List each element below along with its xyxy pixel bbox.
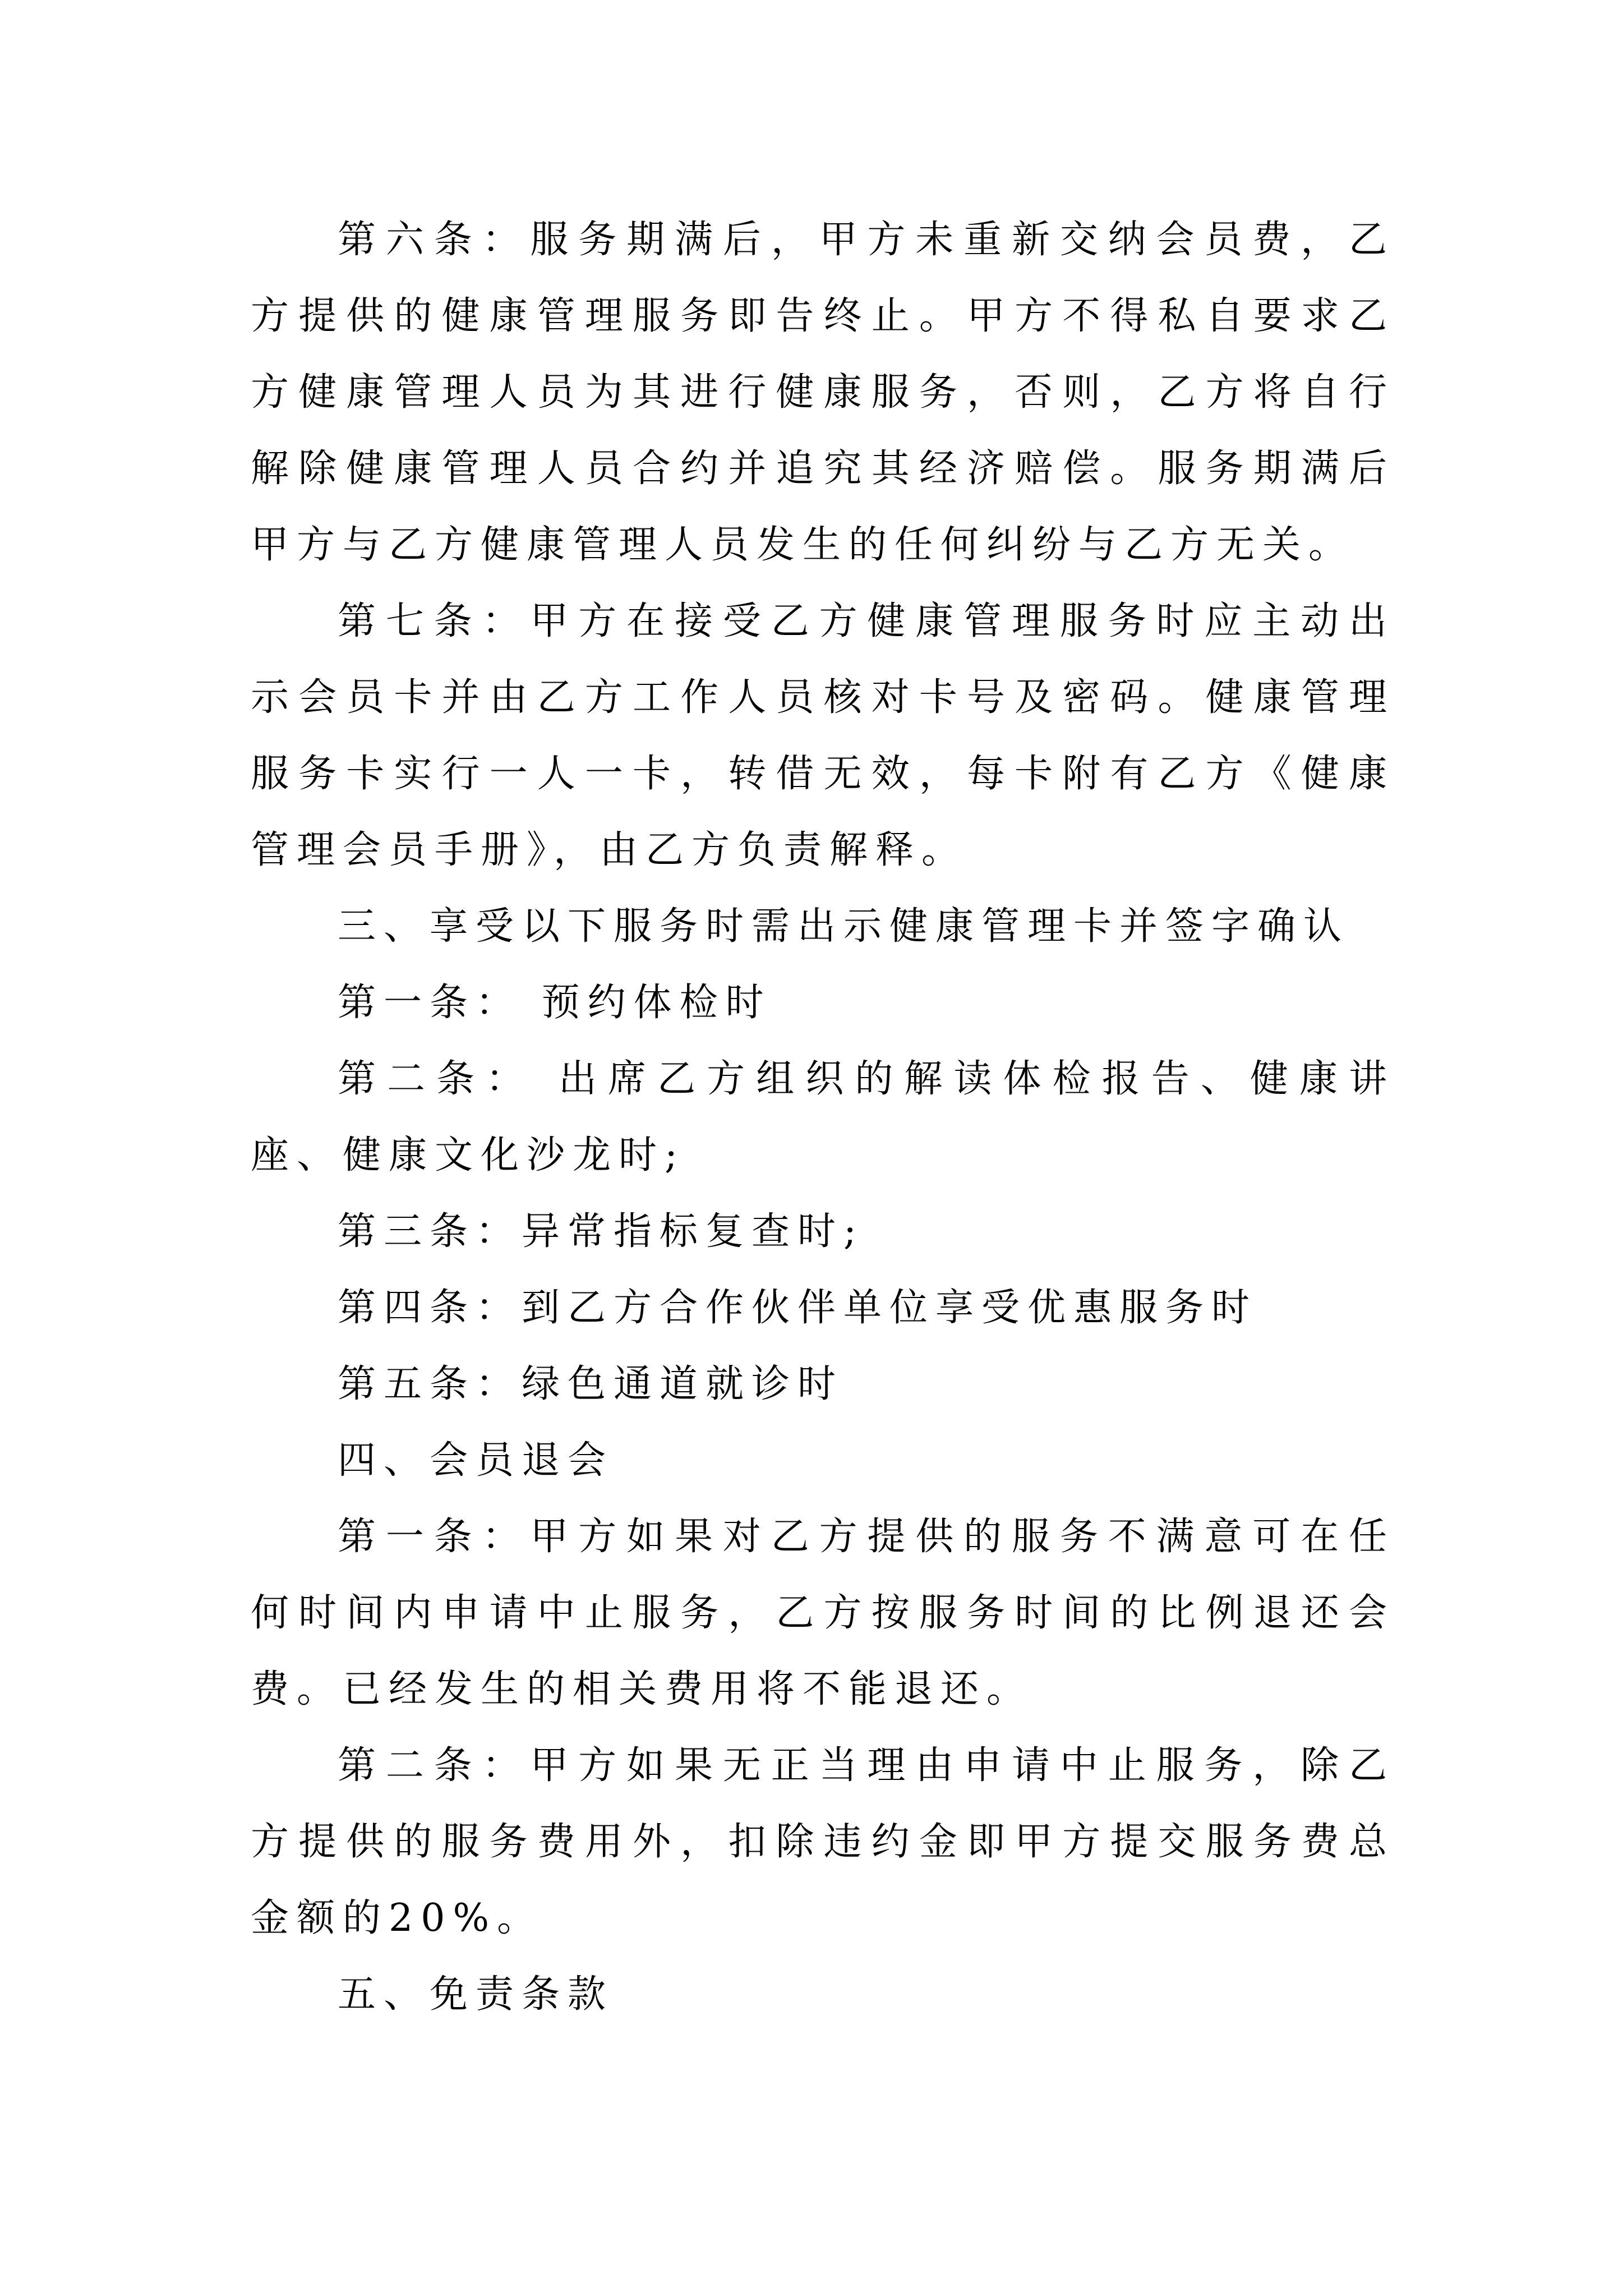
- paragraph-withdraw-2: 第二条：甲方如果无正当理由申请中止服务，除乙方提供的服务费用外，扣除违约金即甲方提交服务费总金额的20%。: [251, 1743, 1395, 1940]
- paragraph-item-3: 第三条：异常指标复查时;: [338, 1209, 864, 1254]
- section-heading-3: 三、享受以下服务时需出示健康管理卡并签字确认: [338, 904, 1350, 949]
- section-heading-5: 五、免责条款: [338, 1972, 614, 2017]
- document-body: [251, 202, 1395, 2033]
- paragraph-article-6: 第六条：服务期满后，甲方未重新交纳会员费，乙方提供的健康管理服务即告终止。甲方不得私自要求乙方健康管理人员为其进行健康服务，否则，乙方将自行解除健康管理人员合约并追究其经济赔偿。服务期满后甲方与乙方健康管理人员发生的任何纠纷与乙方无关。: [251, 218, 1395, 567]
- paragraph-item-2: 第二条： 出席乙方组织的解读体检报告、健康讲座、健康文化沙龙时;: [251, 1057, 1395, 1177]
- paragraph-item-1: 第一条： 预约体检时: [338, 981, 772, 1025]
- paragraph-article-7: 第七条：甲方在接受乙方健康管理服务时应主动出示会员卡并由乙方工作人员核对卡号及密码。健康管理服务卡实行一人一卡，转借无效，每卡附有乙方《健康管理会员手册》，由乙方负责解释。: [251, 599, 1395, 872]
- paragraph-withdraw-1: 第一条：甲方如果对乙方提供的服务不满意可在任何时间内申请中止服务，乙方按服务时间的比例退还会费。已经发生的相关费用将不能退还。: [251, 1515, 1395, 1711]
- section-heading-4: 四、会员退会: [338, 1438, 614, 1483]
- paragraph-item-5: 第五条：绿色通道就诊时: [338, 1362, 844, 1406]
- paragraph-item-4: 第四条：到乙方合作伙伴单位享受优惠服务时: [338, 1286, 1258, 1330]
